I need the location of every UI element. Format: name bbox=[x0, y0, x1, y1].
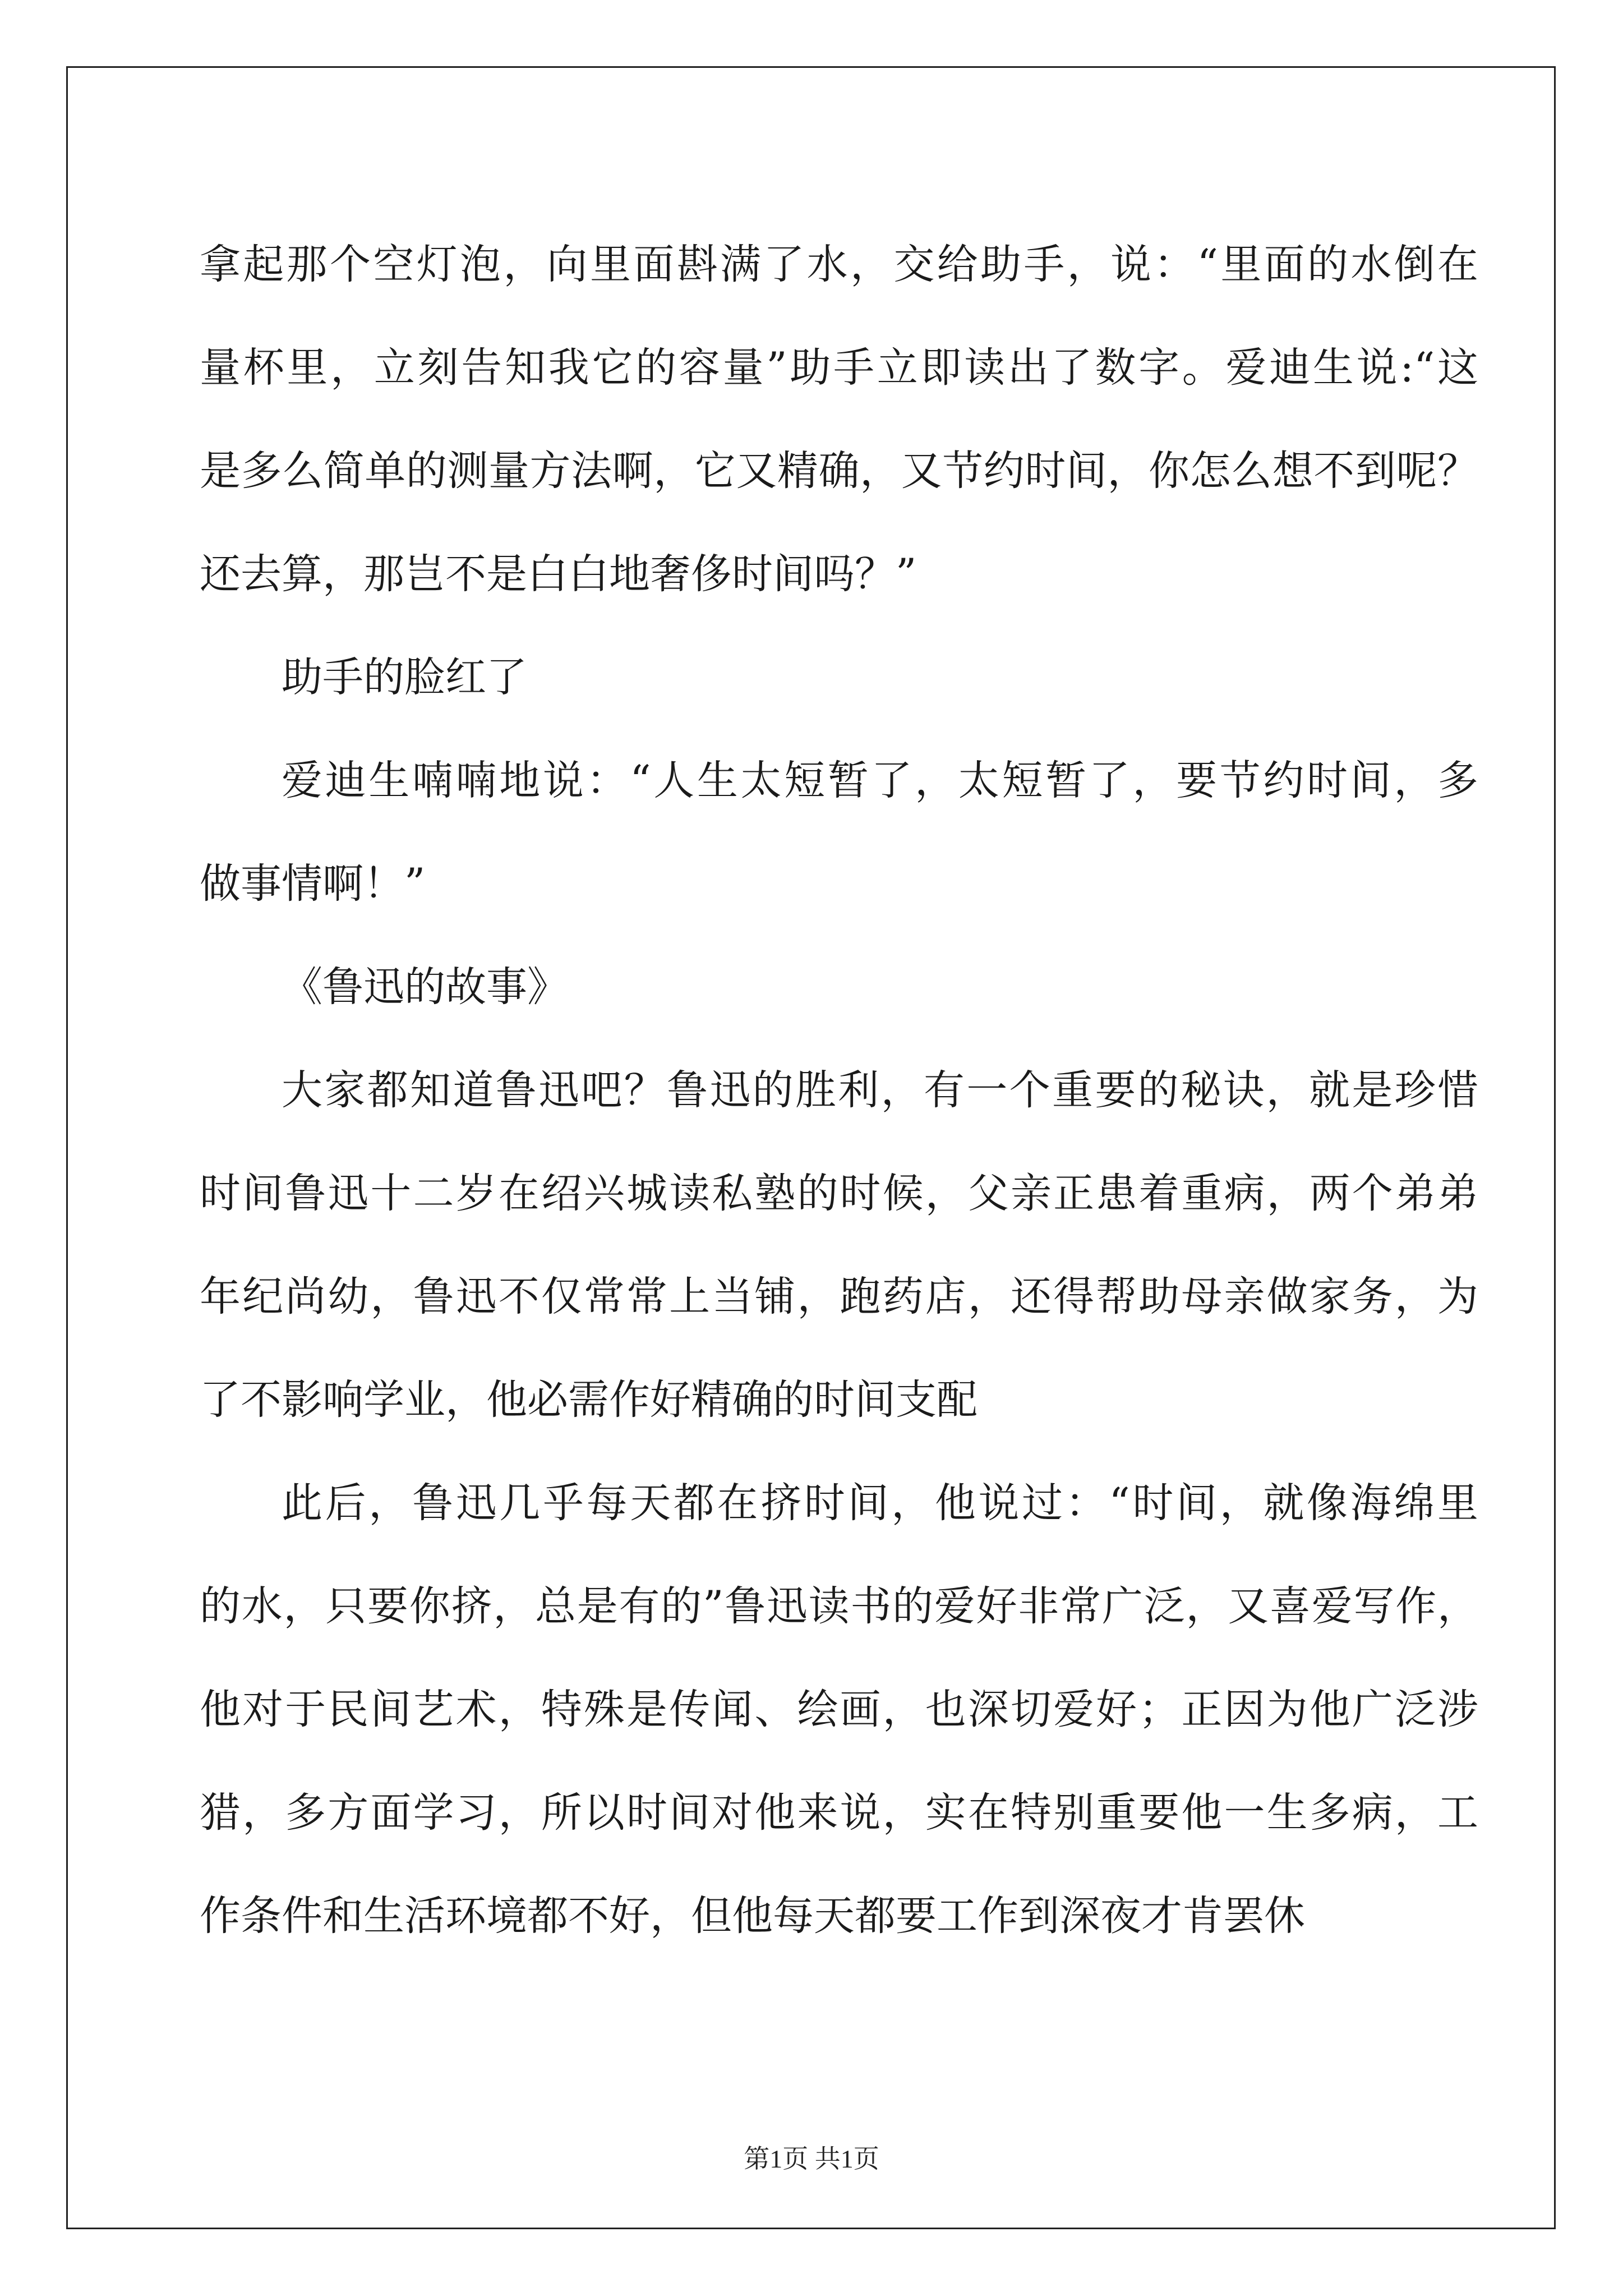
section-title: 《鲁迅的故事》 bbox=[282, 963, 568, 1011]
text-line: 了不影响学业，他必需作好精确的时间支配 bbox=[200, 1376, 978, 1424]
text-line: 的水，只要你挤，总是有的”鲁迅读书的爱好非常广泛，又喜爱写作， bbox=[200, 1582, 1478, 1630]
document-body bbox=[200, 213, 1478, 1968]
text-line: 拿起那个空灯泡，向里面斟满了水，交给助手，说：“里面的水倒在 bbox=[200, 241, 1478, 288]
paragraph-line: 助手的脸红了 bbox=[282, 654, 527, 701]
paragraph-line: 大家都知道鲁迅吧？鲁迅的胜利，有一个重要的秘诀，就是珍惜 bbox=[282, 1066, 1478, 1114]
text-line: 还去算，那岂不是白白地奢侈时间吗？” bbox=[200, 550, 917, 598]
text-line: 他对于民间艺术，特殊是传闻、绘画，也深切爱好；正因为他广泛涉 bbox=[200, 1686, 1478, 1733]
text-line: 是多么简单的测量方法啊，它又精确，又节约时间，你怎么想不到呢？ bbox=[200, 447, 1478, 495]
text-line: 做事情啊！” bbox=[200, 860, 426, 908]
paragraph-line: 此后，鲁迅几乎每天都在挤时间，他说过：“时间，就像海绵里 bbox=[282, 1479, 1478, 1527]
paragraph-line: 爱迪生喃喃地说：“人生太短暂了，太短暂了，要节约时间，多 bbox=[282, 757, 1478, 804]
page-footer: 第1页 共1页 bbox=[744, 2145, 879, 2173]
text-line: 作条件和生活环境都不好，但他每天都要工作到深夜才肯罢休 bbox=[200, 1892, 1305, 1940]
text-line: 猎，多方面学习，所以时间对他来说，实在特别重要他一生多病，工 bbox=[200, 1789, 1478, 1837]
text-line: 年纪尚幼，鲁迅不仅常常上当铺，跑药店，还得帮助母亲做家务，为 bbox=[200, 1273, 1478, 1320]
text-line: 时间鲁迅十二岁在绍兴城读私塾的时候，父亲正患着重病，两个弟弟 bbox=[200, 1170, 1478, 1217]
text-line: 量杯里，立刻告知我它的容量”助手立即读出了数字。爱迪生说:“这 bbox=[200, 344, 1478, 392]
